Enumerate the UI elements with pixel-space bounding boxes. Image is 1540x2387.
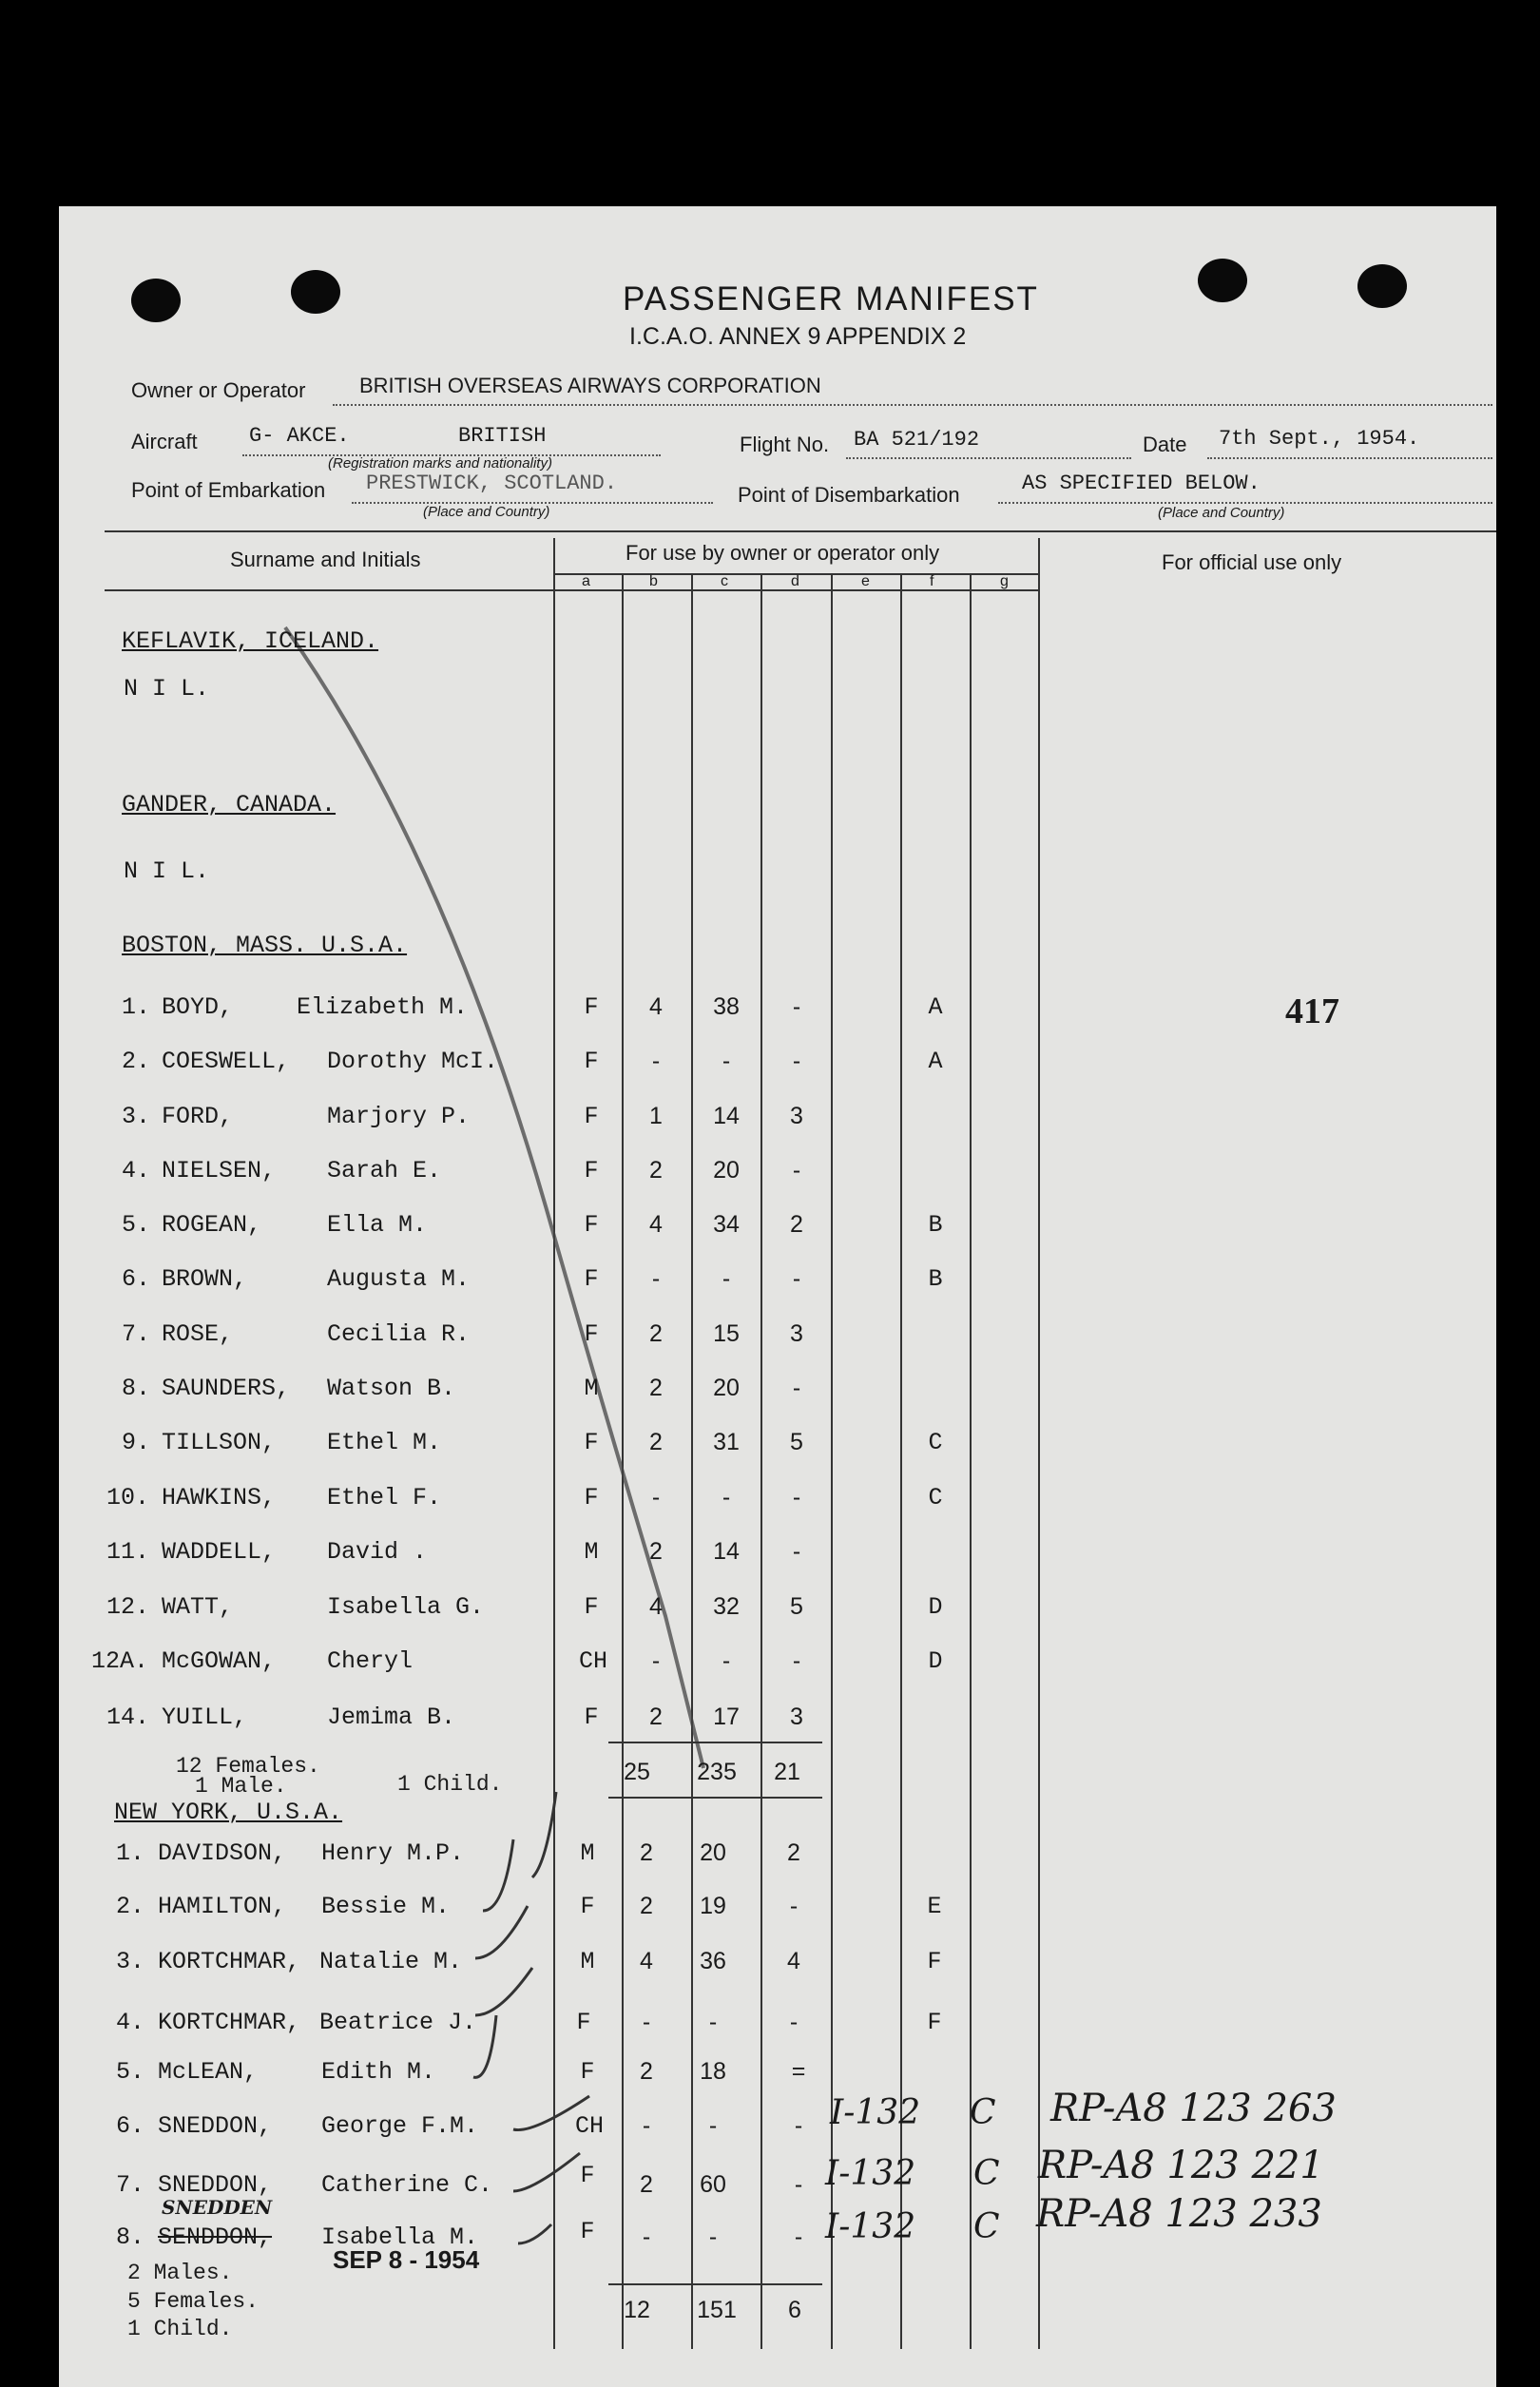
aircraft-label: Aircraft xyxy=(131,430,198,453)
column-letter: e xyxy=(861,573,870,589)
row-number: 12. xyxy=(106,1593,150,1621)
cell-d: 3 xyxy=(790,1320,803,1347)
cell-d: - xyxy=(792,1647,801,1674)
cell-b: 2 xyxy=(649,1538,663,1565)
row-surname: SENDDON, xyxy=(158,2223,273,2251)
cell-c: - xyxy=(722,1647,731,1674)
cell-a: F xyxy=(584,1048,599,1075)
cell-d: 2 xyxy=(790,1211,803,1238)
section-heading-boston: BOSTON, MASS. U.S.A. xyxy=(122,932,408,959)
row-surname: HAMILTON, xyxy=(158,1893,287,1920)
row-number: 2. xyxy=(116,1893,145,1920)
row-surname: COESWELL, xyxy=(162,1048,291,1075)
cell-d: - xyxy=(789,1893,799,1919)
newyork-summary-child: 1 Child. xyxy=(127,2317,233,2341)
row-given-name: Dorothy McI. xyxy=(327,1048,499,1075)
cell-e: I-132 xyxy=(825,2207,916,2246)
row-number: 7. xyxy=(122,1320,151,1348)
cell-c: - xyxy=(722,1484,731,1511)
row-given-name: Natalie M. xyxy=(319,1948,463,1975)
row-surname: NIELSEN, xyxy=(162,1157,277,1184)
row-given-name: Ethel M. xyxy=(327,1429,442,1456)
cell-b: 4 xyxy=(649,993,663,1020)
newyork-total-top-rule xyxy=(608,2283,822,2285)
cell-a: M xyxy=(584,1538,599,1566)
row-number: 6. xyxy=(116,2112,145,2140)
cell-f: A xyxy=(928,993,943,1021)
cell-c: 60 xyxy=(700,2171,726,2198)
boston-summary-child: 1 Child. xyxy=(397,1772,503,1797)
row-surname: TILLSON, xyxy=(162,1429,277,1456)
row-given-name: Elizabeth M. xyxy=(297,993,469,1021)
row-surname: WADDELL, xyxy=(162,1538,277,1566)
aircraft-nationality: BRITISH xyxy=(458,424,547,448)
cell-d: - xyxy=(794,2171,803,2198)
row-number: 7. xyxy=(116,2171,145,2199)
row-surname: KORTCHMAR, xyxy=(158,1948,301,1975)
page-subtitle: I.C.A.O. ANNEX 9 APPENDIX 2 xyxy=(629,323,967,350)
cell-d: - xyxy=(792,1157,801,1184)
cell-a: F xyxy=(584,1320,599,1348)
row-number: 6. xyxy=(122,1265,151,1293)
cell-d: = xyxy=(791,2058,806,2085)
cell-d: 4 xyxy=(787,1948,800,1974)
cell-f: C xyxy=(928,1429,943,1456)
boston-total-b: 25 xyxy=(624,1759,650,1785)
section-heading-keflavik: KEFLAVIK, ICELAND. xyxy=(122,627,379,655)
row-number: 1. xyxy=(122,993,151,1021)
cell-c: - xyxy=(722,1048,731,1074)
cell-b: 1 xyxy=(649,1103,663,1129)
column-letter: a xyxy=(582,573,590,589)
cell-b: - xyxy=(651,1647,661,1674)
row-number: 1. xyxy=(116,1839,145,1867)
cell-a: CH xyxy=(578,1647,607,1675)
cell-b: 2 xyxy=(649,1429,663,1455)
row-surname: BROWN, xyxy=(162,1265,248,1293)
cell-f: A xyxy=(928,1048,943,1075)
owner-value: BRITISH OVERSEAS AIRWAYS CORPORATION xyxy=(359,374,821,397)
cell-c: 31 xyxy=(713,1429,740,1455)
cell-f: F xyxy=(927,1948,942,1975)
received-date-stamp: SEP 8 - 1954 xyxy=(333,2245,480,2274)
cell-a: F xyxy=(584,1157,599,1184)
page-number: 417 xyxy=(1285,991,1339,1031)
row-given-name: David . xyxy=(327,1538,428,1566)
row-number: 5. xyxy=(116,2058,145,2086)
cell-a: F xyxy=(584,1704,599,1731)
cell-c: 20 xyxy=(713,1375,740,1401)
aircraft-value: G- AKCE. xyxy=(249,424,350,448)
column-header-surname: Surname and Initials xyxy=(230,548,421,571)
cell-f: F xyxy=(927,2009,942,2036)
row-number: 11. xyxy=(106,1538,150,1566)
row-number: 2. xyxy=(122,1048,151,1075)
row-surname: DAVIDSON, xyxy=(158,1839,287,1867)
section-heading-gander: GANDER, CANADA. xyxy=(122,791,337,818)
boston-summary-male: 1 Male. xyxy=(195,1774,287,1799)
cell-d: - xyxy=(794,2112,803,2139)
cell-a: F xyxy=(584,1593,599,1621)
row-number: 12A. xyxy=(91,1647,149,1675)
row-given-name: Henry M.P. xyxy=(321,1839,465,1867)
surname-correction: SNEDDEN xyxy=(162,2196,273,2219)
cell-b: 4 xyxy=(649,1211,663,1238)
row-number: 14. xyxy=(106,1704,150,1731)
column-header-official: For official use only xyxy=(1162,550,1342,574)
cell-b: - xyxy=(651,1265,661,1292)
cell-f: E xyxy=(927,1893,942,1920)
cell-c: 15 xyxy=(713,1320,740,1347)
cell-f: B xyxy=(928,1211,943,1239)
row-given-name: Ella M. xyxy=(327,1211,428,1239)
official-use-entry: RP-A8 123 221 xyxy=(1038,2144,1324,2187)
row-number: 8. xyxy=(122,1375,151,1402)
cell-e: I-132 xyxy=(830,2093,921,2132)
row-given-name: Augusta M. xyxy=(327,1265,471,1293)
row-surname: YUILL, xyxy=(162,1704,248,1731)
row-number: 9. xyxy=(122,1429,151,1456)
column-letter: d xyxy=(791,573,799,589)
row-surname: WATT, xyxy=(162,1593,234,1621)
cell-c: 20 xyxy=(700,1839,726,1866)
official-use-entry: RP-A8 123 233 xyxy=(1036,2192,1322,2236)
row-number: 4. xyxy=(122,1157,151,1184)
cell-a: F xyxy=(584,1429,599,1456)
row-given-name: Jemima B. xyxy=(327,1704,456,1731)
cell-d: - xyxy=(792,1484,801,1511)
newyork-total-b: 12 xyxy=(624,2297,650,2323)
row-surname: SNEDDON, xyxy=(158,2112,273,2140)
cell-b: - xyxy=(651,1048,661,1074)
row-number: 8. xyxy=(116,2223,145,2251)
cell-f: C xyxy=(928,1484,943,1511)
row-surname: HAWKINS, xyxy=(162,1484,277,1511)
cell-d: - xyxy=(794,2223,803,2250)
cell-c: 17 xyxy=(713,1704,740,1730)
official-use-entry: RP-A8 123 263 xyxy=(1050,2087,1337,2130)
row-given-name: Ethel F. xyxy=(327,1484,442,1511)
cell-d: 5 xyxy=(790,1593,803,1620)
cell-b: 4 xyxy=(649,1593,663,1620)
page-title: PASSENGER MANIFEST xyxy=(623,280,1039,318)
boston-summary-females: 12 Females. xyxy=(176,1754,320,1779)
cell-d: 3 xyxy=(790,1103,803,1129)
newyork-total-d: 6 xyxy=(788,2297,801,2323)
cell-a: F xyxy=(584,993,599,1021)
cell-c: - xyxy=(722,1265,731,1292)
registration-note: (Registration marks and nationality) xyxy=(328,455,552,472)
disembarkation-value: AS SPECIFIED BELOW. xyxy=(1022,472,1261,495)
cell-b: - xyxy=(642,2112,651,2139)
cell-a: F xyxy=(584,1484,599,1511)
section-heading-newyork: NEW YORK, U.S.A. xyxy=(114,1799,343,1826)
row-number: 4. xyxy=(116,2009,145,2036)
cell-a: M xyxy=(580,1839,595,1867)
row-number: 3. xyxy=(122,1103,151,1130)
date-label: Date xyxy=(1143,433,1187,456)
cell-a: F xyxy=(580,1893,595,1920)
flight-value: BA 521/192 xyxy=(854,428,980,452)
row-surname: ROSE, xyxy=(162,1320,234,1348)
column-letter: f xyxy=(930,573,934,589)
column-header-operator: For use by owner or operator only xyxy=(626,541,940,565)
cell-b: - xyxy=(642,2009,651,2035)
row-given-name: George F.M. xyxy=(321,2112,479,2140)
cell-c: 14 xyxy=(713,1103,740,1129)
row-surname: KORTCHMAR, xyxy=(158,2009,301,2036)
cell-c: - xyxy=(708,2223,718,2250)
date-value: 7th Sept., 1954. xyxy=(1219,427,1420,451)
cell-b: 2 xyxy=(640,1839,653,1866)
cell-d: - xyxy=(789,2009,799,2035)
cell-b: - xyxy=(642,2223,651,2250)
cell-f: C xyxy=(973,2154,1000,2193)
cell-c: 38 xyxy=(713,993,740,1020)
cell-c: 18 xyxy=(700,2058,726,2085)
row-surname: FORD, xyxy=(162,1103,234,1130)
row-surname: SAUNDERS, xyxy=(162,1375,291,1402)
row-number: 10. xyxy=(106,1484,150,1511)
cell-d: - xyxy=(792,1538,801,1565)
cell-f: B xyxy=(928,1265,943,1293)
cell-c: 36 xyxy=(700,1948,726,1974)
cell-d: 3 xyxy=(790,1704,803,1730)
cell-d: - xyxy=(792,1048,801,1074)
row-given-name: Catherine C. xyxy=(321,2171,493,2199)
row-number: 3. xyxy=(116,1948,145,1975)
cell-a: F xyxy=(580,2218,595,2245)
cell-c: - xyxy=(708,2112,718,2139)
boston-total-d: 21 xyxy=(774,1759,800,1785)
cell-a: F xyxy=(584,1265,599,1293)
cell-b: 2 xyxy=(649,1157,663,1184)
cell-a: F xyxy=(580,2058,595,2086)
cell-c: 32 xyxy=(713,1593,740,1620)
flight-label: Flight No. xyxy=(740,433,830,456)
cell-b: 4 xyxy=(640,1948,653,1974)
cell-d: 2 xyxy=(787,1839,800,1866)
cell-d: - xyxy=(792,1375,801,1401)
cell-d: - xyxy=(792,1265,801,1292)
cell-f: C xyxy=(970,2093,996,2132)
cell-a: F xyxy=(576,2009,591,2036)
cell-b: 2 xyxy=(640,2171,653,2198)
row-given-name: Bessie M. xyxy=(321,1893,451,1920)
cell-a: F xyxy=(580,2162,595,2189)
row-given-name: Isabella M. xyxy=(321,2223,479,2251)
column-letter: c xyxy=(721,573,728,589)
row-given-name: Isabella G. xyxy=(327,1593,485,1621)
cell-a: M xyxy=(584,1375,599,1402)
cell-c: 14 xyxy=(713,1538,740,1565)
cell-c: 19 xyxy=(700,1893,726,1919)
cell-c: - xyxy=(708,2009,718,2035)
row-surname: McGOWAN, xyxy=(162,1647,277,1675)
cell-a: F xyxy=(584,1211,599,1239)
cell-b: 2 xyxy=(649,1375,663,1401)
row-surname: ROGEAN, xyxy=(162,1211,262,1239)
newyork-total-c: 151 xyxy=(697,2297,737,2323)
section-nil-gander: N I L. xyxy=(124,857,210,885)
column-letter: b xyxy=(649,573,658,589)
cell-f: D xyxy=(928,1593,943,1621)
column-letter: g xyxy=(1000,573,1009,589)
embarkation-value: PRESTWICK, SCOTLAND. xyxy=(366,472,618,495)
cell-a: CH xyxy=(574,2112,604,2140)
boston-total-c: 235 xyxy=(697,1759,737,1785)
cell-d: - xyxy=(792,993,801,1020)
row-given-name: Cecilia R. xyxy=(327,1320,471,1348)
cell-c: 34 xyxy=(713,1211,740,1238)
cell-b: 2 xyxy=(640,1893,653,1919)
cell-f: D xyxy=(928,1647,943,1675)
cell-c: 20 xyxy=(713,1157,740,1184)
cell-d: 5 xyxy=(790,1429,803,1455)
row-given-name: Watson B. xyxy=(327,1375,456,1402)
row-given-name: Beatrice J. xyxy=(319,2009,477,2036)
row-given-name: Cheryl xyxy=(327,1647,414,1675)
cell-b: 2 xyxy=(640,2058,653,2085)
cell-b: - xyxy=(651,1484,661,1511)
row-given-name: Marjory P. xyxy=(327,1103,471,1130)
disembarkation-place-note: (Place and Country) xyxy=(1158,505,1285,521)
row-given-name: Edith M. xyxy=(321,2058,436,2086)
newyork-summary-males: 2 Males. xyxy=(127,2261,233,2285)
cell-e: I-132 xyxy=(825,2154,916,2193)
cell-a: M xyxy=(580,1948,595,1975)
newyork-summary-females: 5 Females. xyxy=(127,2289,260,2314)
cell-b: 2 xyxy=(649,1704,663,1730)
cell-a: F xyxy=(584,1103,599,1130)
row-number: 5. xyxy=(122,1211,151,1239)
embarkation-place-note: (Place and Country) xyxy=(423,504,550,520)
disembarkation-label: Point of Disembarkation xyxy=(738,483,960,507)
row-surname: BOYD, xyxy=(162,993,234,1021)
row-surname: SNEDDON, xyxy=(158,2171,273,2199)
embarkation-label: Point of Embarkation xyxy=(131,478,326,502)
cell-b: 2 xyxy=(649,1320,663,1347)
owner-label: Owner or Operator xyxy=(131,378,306,402)
row-surname: McLEAN, xyxy=(158,2058,259,2086)
row-given-name: Sarah E. xyxy=(327,1157,442,1184)
cell-f: C xyxy=(973,2207,1000,2246)
section-nil-keflavik: N I L. xyxy=(124,675,210,703)
